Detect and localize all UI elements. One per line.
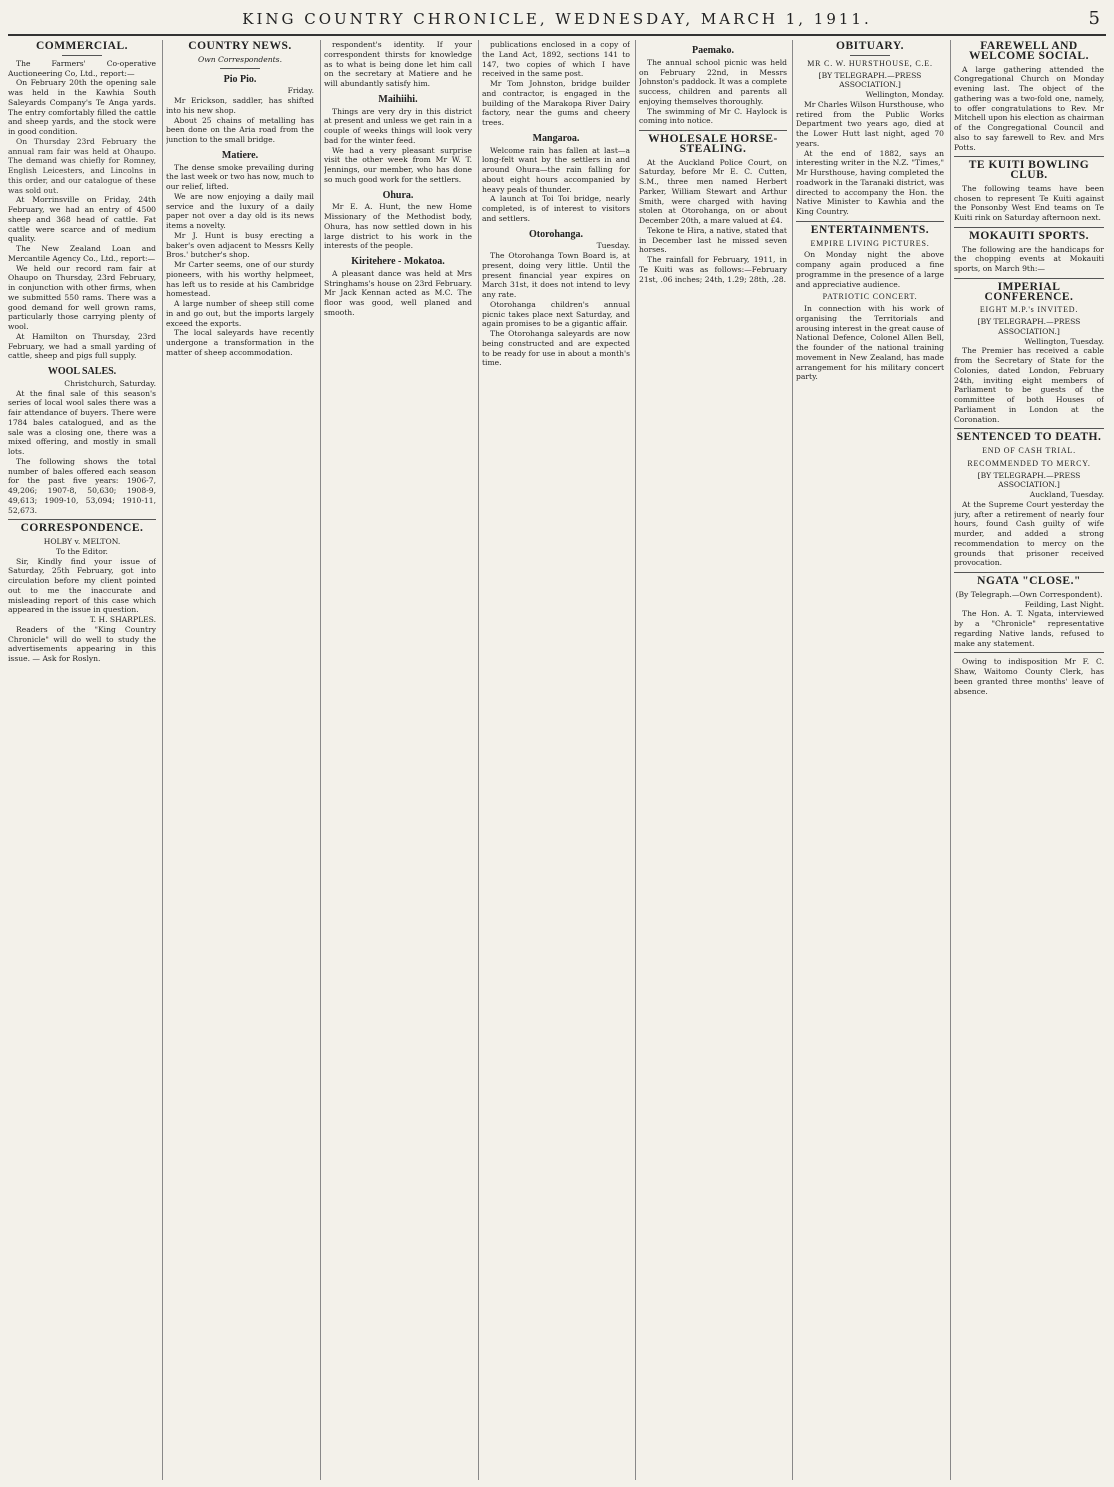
column-1 xyxy=(8,40,156,1480)
article-paragraph: Mr Carter seems, one of our sturdy pioneers, with his worthy helpmeet, has left us to reside at his Cambridge homestead. xyxy=(166,260,314,299)
subheading-mangaroa: Mangaroa. xyxy=(532,132,580,144)
article-paragraph: On Thursday 23rd February the annual ram fair was held at Ohaupo. The demand was chiefly for Romney, English Leicesters, and Lincolns in this order, and our catalogue of these was sold out. xyxy=(8,136,156,195)
article-paragraph: A pleasant dance was held at Mrs Stringhams's house on 23rd February. Mr Jack Kennan acted as M.C. The floor was good, well planed and smooth. xyxy=(324,268,472,317)
masthead xyxy=(0,6,1114,32)
article-paragraph: Mr Charles Wilson Hursthouse, who retired from the Public Works Department two years ago, died at the Lower Hutt last night, aged 70 years. xyxy=(796,99,944,148)
section-rule xyxy=(954,227,1104,228)
article-paragraph: A large gathering attended the Congregational Church on Monday evening last. The object of the gathering was a two-fold one, namely, to offer congratulations to Rev. Mr Mitchell upon his election as chairman of the Congregational Council and also to say farewell to Rev. and Mrs Potts. xyxy=(954,64,1104,152)
subheading-ohura: Ohura. xyxy=(382,189,414,201)
article-paragraph: At Hamilton on Thursday, 23rd February, we had a small yarding of cattle, sheep and pigs full supply. xyxy=(8,331,156,361)
article-paragraph: At the Auckland Police Court, on Saturday, before Mr E. C. Cutten, S.M., three men named Herbert Parker, William Stewart and Arthur Smith, were charged with having stolen at Otorohanga, on or about December 20th, a mare valued at £4. xyxy=(639,157,787,225)
subheading-paemako: Paemako. xyxy=(692,45,734,56)
letter-salutation: To the Editor. xyxy=(56,546,108,556)
masthead-title: KING COUNTRY CHRONICLE, WEDNESDAY, MARCH 1, 1911. xyxy=(242,10,872,28)
article-paragraph: The New Zealand Loan and Mercantile Agency Co., Ltd., report:— xyxy=(8,244,156,263)
section-rule xyxy=(954,156,1104,157)
subheading-piopio: Pio Pio. xyxy=(223,73,257,85)
dateline: Feilding, Last Night. xyxy=(1024,599,1104,609)
dateline: Tuesday. xyxy=(596,241,630,251)
page-number: 5 xyxy=(1088,8,1100,29)
article-paragraph: On February 20th the opening sale was held in the Kawhia South Saleyards Company's Te Anga yards. The entry comfortably filled the cattle and sheep yards, and the stock were in good condition. xyxy=(8,78,156,136)
column-2 xyxy=(166,40,314,1480)
article-paragraph: The Premier has received a cable from the Secretary of State for the Colonies, dated London, February 24th, inviting eight members of Parliament to be guests of the committee of both Houses of Parliament in London at the Coronation. xyxy=(954,346,1104,424)
section-heading-ngata: NGATA "CLOSE." xyxy=(977,575,1081,587)
section-rule xyxy=(954,572,1104,573)
article-paragraph: Welcome rain has fallen at last—a long-felt want by the settlers in and around Ohura—the rain falling for about eight hours accompanied by heavy peals of thunder. xyxy=(482,145,630,194)
section-heading-mokauiti: MOKAUITI SPORTS. xyxy=(968,229,1090,242)
article-paragraph: The following teams have been chosen to represent Te Kuiti against the Ponsonby West End teams on Te Kuiti rink on Saturday afternoon next. xyxy=(954,183,1104,222)
short-rule xyxy=(220,68,260,69)
subheading-cash-trial: END OF CASH TRIAL. xyxy=(982,446,1076,455)
article-paragraph: Tekone te Hira, a native, stated that in December last he missed seven horses. xyxy=(639,225,787,255)
masthead-rule xyxy=(8,34,1106,36)
column-5 xyxy=(639,40,787,1480)
column-3 xyxy=(324,40,472,1480)
subheading-otorohanga: Otorohanga. xyxy=(529,228,583,240)
article-paragraph: The following are the handicaps for the chopping events at Mokauiti sports, on March 9th:— xyxy=(954,244,1104,273)
section-rule xyxy=(954,428,1104,429)
article-paragraph: The annual school picnic was held on February 22nd, in Messrs Johnston's paddock. It was a complete success, children and parents all enjoying themselves thoroughly. xyxy=(639,57,787,106)
article-paragraph: The swimming of Mr C. Haylock is coming into notice. xyxy=(639,106,787,126)
section-rule xyxy=(954,278,1104,279)
section-heading-wool-sales: WOOL SALES. xyxy=(47,366,117,377)
article-paragraph: Otorohanga children's annual picnic takes place next Saturday, and again promises to be a gigantic affair. xyxy=(482,299,630,329)
article-paragraph: The following shows the total number of bales offered each season for the past five years: 1906-7, 49,206; 1907-8, 50,630; 1908-9, 49,613; 1909-10, 53,094; 1910-11, 52,673. xyxy=(8,456,156,515)
subheading-living-pictures: EMPIRE LIVING PICTURES. xyxy=(810,238,930,248)
article-paragraph: At the Supreme Court yesterday the jury, after a retirement of nearly four hours, found Cash guilty of wife murder, and added a strong recommendation to mercy on the grounds that prisoner received provocation. xyxy=(954,499,1104,568)
article-paragraph: The Hon. A. T. Ngata, interviewed by a "Chronicle" representative regarding Native lands, refused to make any statement. xyxy=(954,609,1104,648)
article-paragraph: A large number of sheep still come in and go out, but the imports largely exceed the exports. xyxy=(166,299,314,328)
letter-signature: T. H. SHARPLES. xyxy=(89,615,156,624)
wire-credit: [BY TELEGRAPH.—PRESS ASSOCIATION.] xyxy=(977,317,1081,336)
section-rule xyxy=(796,221,944,222)
article-paragraph: Sir, Kindly find your issue of Saturday, 25th February, got into circulation before my client pointed out to me the inaccurate and misleading report of this case which appeared in the issue in question. xyxy=(8,556,156,615)
section-heading-country-news: COUNTRY NEWS. xyxy=(188,40,292,52)
article-paragraph: We are now enjoying a daily mail service and the luxury of a daily paper not over a day old is its news items a novelty. xyxy=(166,191,314,230)
article-paragraph: We had a very pleasant surprise visit the other week from Mr W. T. Jennings, our member, who has done so much good work for the settlers. xyxy=(324,145,472,184)
article-paragraph: The Farmers' Co-operative Auctioneering Co, Ltd., report:— xyxy=(8,58,156,78)
article-paragraph: We held our record ram fair at Ohaupo on Thursday, 23rd February, in conjunction with other firms, when we submitted 550 rams. There was a good demand for well grown rams, particularly those carrying plenty of wool. xyxy=(8,263,156,331)
column-4 xyxy=(482,40,630,1480)
dateline: Wellington, Monday. xyxy=(865,90,944,99)
subheading-kiritehere: Kiritehere - Mokatoa. xyxy=(351,256,445,267)
article-paragraph: At Morrinsville on Friday, 24th February, we had an entry of 4500 sheep and 368 head of cattle. Fat cattle were scarce and of medium quality. xyxy=(8,195,156,244)
dateline: Auckland, Tuesday. xyxy=(1029,490,1104,499)
byline: Own Correspondents. xyxy=(198,54,282,64)
article-paragraph: At the final sale of this season's series of local wool sales there was a fair attendance of buyers. There were 1784 bales catalogued, and as the sale was a closing one, there was a mixed offering, and mostly in small lots. xyxy=(8,388,156,456)
short-rule xyxy=(850,55,890,56)
article-paragraph: At the end of 1882, says an interesting writer in the N.Z. "Times," Mr Hursthouse, having completed the roadwork in the Taranaki district, was directed to accompany the Hon. the Native Minister to Kawhia and the King Country. xyxy=(796,148,944,216)
article-paragraph: Readers of the "King Country Chronicle" will do well to study the advertisements appearing in this issue. — Ask for Roslyn. xyxy=(8,624,156,663)
article-paragraph: publications enclosed in a copy of the Land Act, 1892, sections 141 to 147, two copies of which I have received in the same post. xyxy=(482,40,630,79)
article-paragraph: On Monday night the above company again produced a fine programme in the presence of a large and appreciative audience. xyxy=(796,250,944,289)
article-paragraph: Owing to indisposition Mr F. C. Shaw, Waitomo County Clerk, has been granted three months' leave of absence. xyxy=(954,657,1104,696)
section-rule xyxy=(639,130,787,131)
subheading-mercy: RECOMMENDED TO MERCY. xyxy=(967,458,1091,468)
article-paragraph: Mr J. Hunt is busy erecting a baker's oven adjacent to Messrs Kelly Bros.' butcher's shop. xyxy=(166,230,314,260)
section-heading-correspondence: CORRESPONDENCE. xyxy=(20,522,144,535)
subheading-eight-mps: EIGHT M.P.'s INVITED. xyxy=(979,305,1079,315)
dateline: Christchurch, Saturday. xyxy=(64,378,156,388)
article-paragraph: The Otorohanga saleyards are now being constructed and are expected to be ready for use in about a month's time. xyxy=(482,329,630,368)
subheading-maihiihi: Maihiihi. xyxy=(378,93,418,105)
article-paragraph: Mr Tom Johnston, bridge builder and contractor, is engaged in the building of the Marakopa River Dairy factory, near the gums and cheery trees. xyxy=(482,79,630,127)
article-paragraph: Things are very dry in this district at present and unless we get rain in a couple of weeks things will look very bad for the winter feed. xyxy=(324,106,472,145)
article-paragraph: respondent's identity. If your correspondent thirsts for knowledge as to what is being done let him call on the secretary at Matiere and he will abundantly satisfy him. xyxy=(324,40,472,88)
article-paragraph: Mr E. A. Hunt, the new Home Missionary of the Methodist body, Ohura, has now settled down in his large district to his work in the interests of the people. xyxy=(324,202,472,251)
wire-credit: (By Telegraph.—Own Correspondent). xyxy=(955,589,1103,599)
section-rule xyxy=(954,652,1104,653)
short-rule xyxy=(62,55,102,56)
section-heading-imperial: IMPERIAL CONFERENCE. xyxy=(984,280,1074,303)
section-heading-sentenced: SENTENCED TO DEATH. xyxy=(956,431,1102,444)
article-paragraph: A launch at Toi Toi bridge, nearly completed, is of interest to visitors and settlers. xyxy=(482,194,630,223)
wire-credit: [BY TELEGRAPH.—PRESS ASSOCIATION.] xyxy=(977,470,1081,490)
section-heading-horse-stealing: WHOLESALE HORSE-STEALING. xyxy=(648,133,778,155)
obituary-title: MR C. W. HURSTHOUSE, C.E. xyxy=(807,58,933,68)
article-paragraph: The local saleyards have recently undergone a transformation in the matter of sheep accommodation. xyxy=(166,328,314,357)
article-paragraph: The dense smoke prevailing during the last week or two has now, much to our relief, lifted. xyxy=(166,162,314,191)
article-paragraph: The rainfall for February, 1911, in Te Kuiti was as follows:—February 21st, .06 inches; 24th, 1.29; 28th, .28. xyxy=(639,255,787,284)
section-heading-entertainments: ENTERTAINMENTS. xyxy=(810,223,930,236)
section-heading-commercial: COMMERCIAL. xyxy=(35,40,129,52)
subheading-matiere: Matiere. xyxy=(221,149,259,161)
section-heading-farewell: FAREWELL AND WELCOME SOCIAL. xyxy=(969,40,1089,62)
dateline: Friday. xyxy=(287,86,314,96)
dateline: Wellington, Tuesday. xyxy=(1024,336,1104,346)
section-heading-obituary: OBITUARY. xyxy=(836,40,904,52)
section-rule xyxy=(8,519,156,520)
letter-title: HOLBY v. MELTON. xyxy=(43,537,121,546)
subheading-patriotic-concert: PATRIOTIC CONCERT. xyxy=(822,292,918,302)
section-heading-bowling: TE KUITI BOWLING CLUB. xyxy=(968,159,1090,181)
article-paragraph: Mr Erickson, saddler, has shifted into his new shop. xyxy=(166,96,314,115)
column-6 xyxy=(796,40,944,1480)
article-paragraph: In connection with his work of organising the Territorials and arousing interest in the great cause of National Defence, Colonel Allen Bell, the founder of the national training movement in New Zealand, has made arrangement for his military concert party. xyxy=(796,304,944,382)
wire-credit: [BY TELEGRAPH.—PRESS ASSOCIATION.] xyxy=(818,70,922,90)
article-paragraph: The Otorohanga Town Board is, at present, doing very little. Until the present financial year expires on March 31st, it does not intend to levy any rate. xyxy=(482,251,630,299)
article-paragraph: About 25 chains of metalling has been done on the Aria road from the junction to the small bridge. xyxy=(166,115,314,144)
column-7 xyxy=(954,40,1104,1480)
